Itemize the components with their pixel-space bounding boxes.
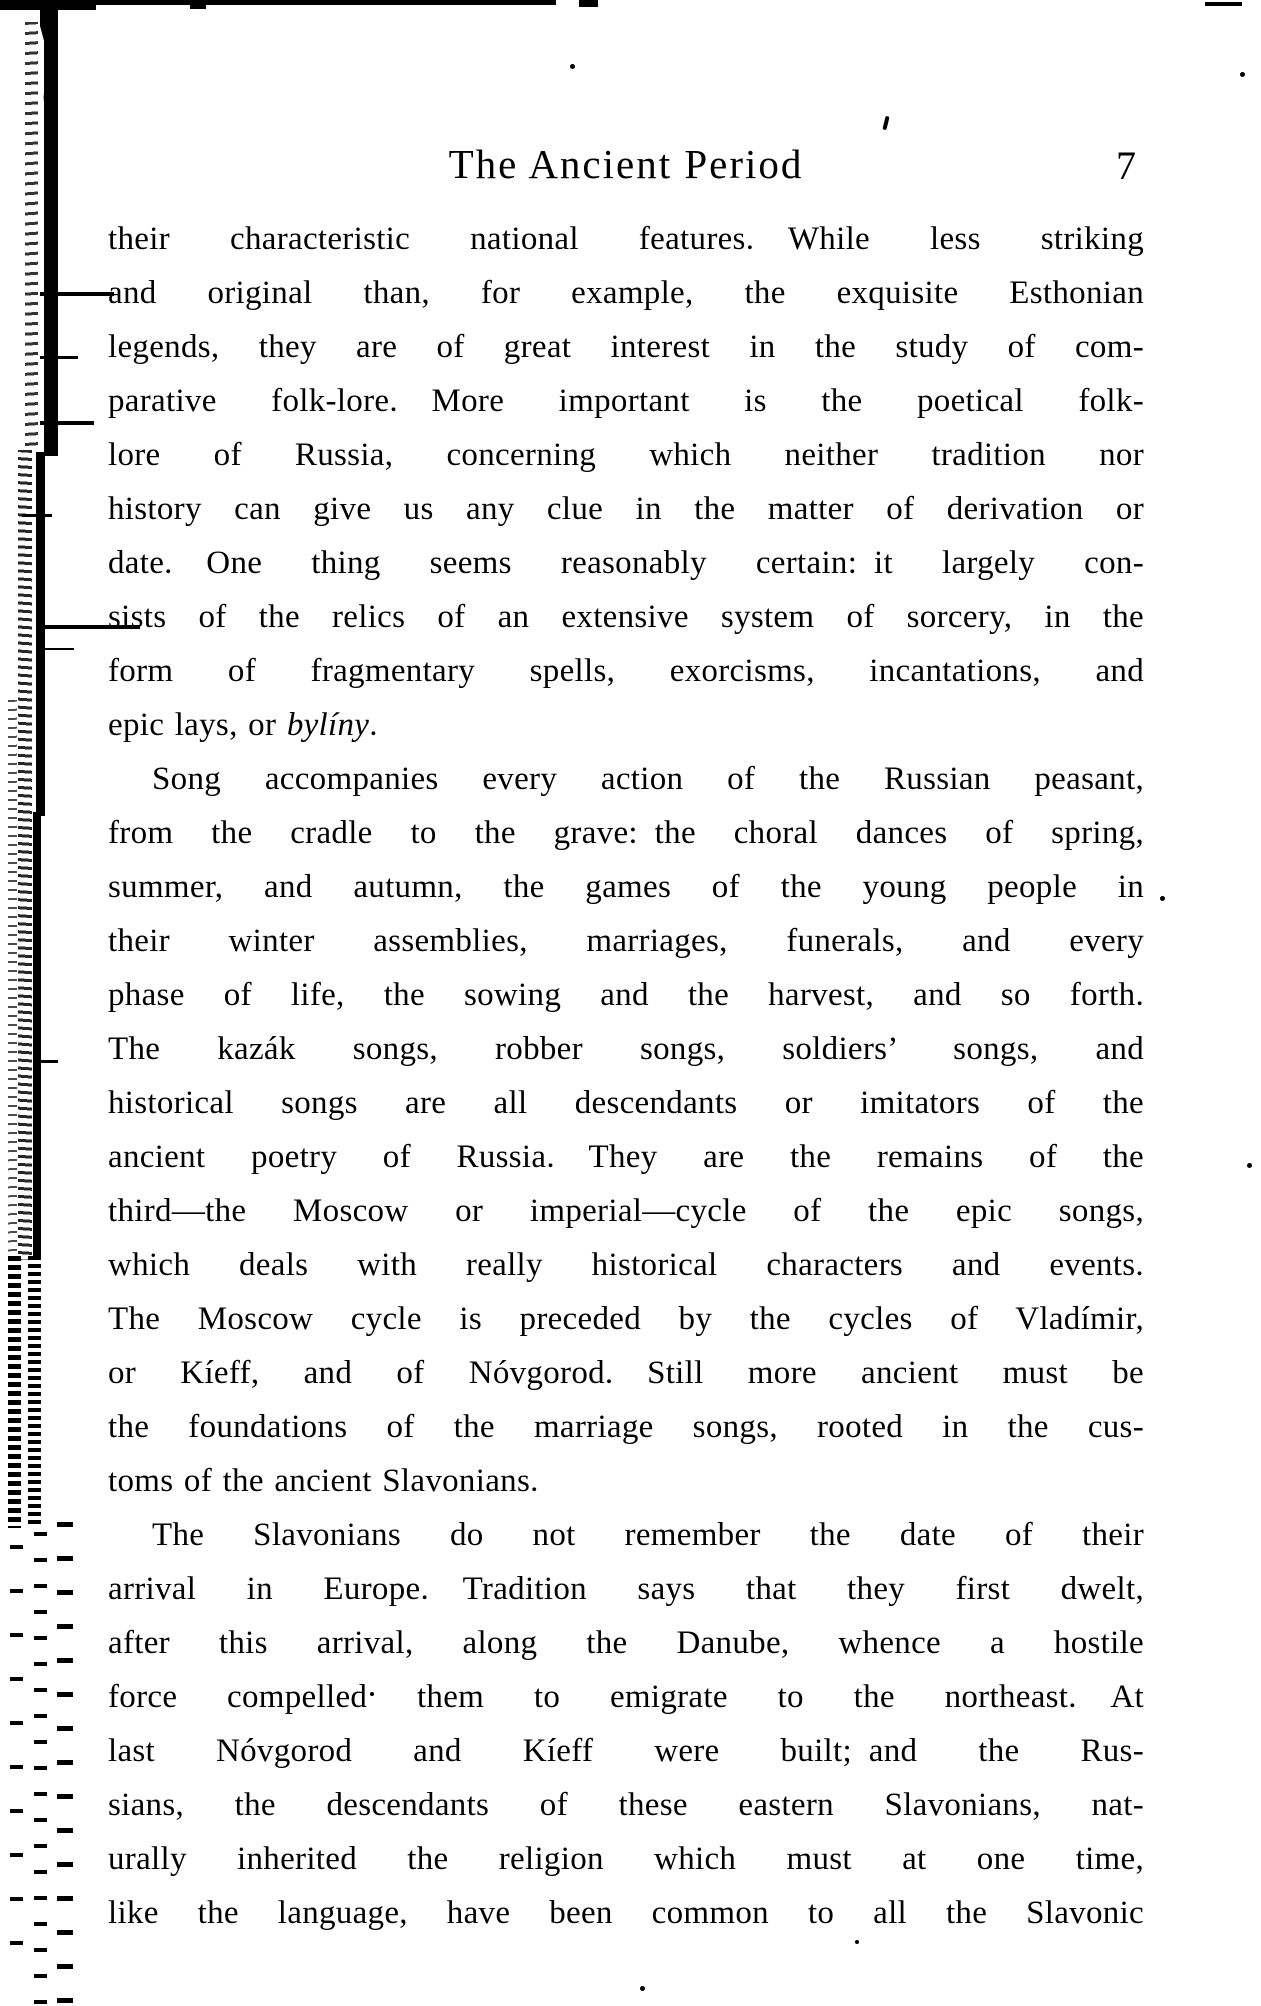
text-line: after this arrival, along the Danube, whence a hostile [108, 1625, 1144, 1661]
text-line: legends, they are of great interest in the study of com- [108, 329, 1144, 365]
text-line: form of fragmentary spells, exorcisms, incantations, and [108, 653, 1144, 689]
binding-speckle-column [8, 1256, 21, 1528]
scan-speck [1247, 1163, 1252, 1168]
paragraph [108, 752, 1144, 1508]
text-line: date. One thing seems reasonably certain: it largely con- [108, 545, 1144, 581]
scan-speck [855, 1940, 859, 1944]
text-line: or Kíeff, and of Nóvgorod. Still more ancient must be [108, 1355, 1144, 1391]
text-line: ancient poetry of Russia. They are the remains of the [108, 1139, 1144, 1175]
text-line: The Moscow cycle is preceded by the cycles of Vladímir, [108, 1301, 1144, 1337]
text-line: force compelled them to emigrate to the northeast. At [108, 1679, 1144, 1715]
binding-speckle-column [57, 1522, 73, 2006]
scan-edge-tick [1205, 2, 1242, 6]
binding-shadow [33, 812, 41, 1256]
text-line: sians, the descendants of these eastern Slavonians, nat- [108, 1787, 1144, 1823]
binding-fringe [25, 22, 38, 446]
scan-speck [570, 64, 575, 69]
scan-speck [1160, 896, 1165, 901]
scan-edge-tick [579, 0, 598, 7]
text-line: third—the Moscow or imperial—cycle of the epic songs, [108, 1193, 1144, 1229]
binding-shadow [36, 452, 45, 816]
scan-speck [882, 116, 889, 131]
text-line: lore of Russia, concerning which neither tradition nor [108, 437, 1144, 473]
scan-tick-mark [36, 1060, 58, 1063]
text-line: like the language, have been common to all the Slavonic [108, 1895, 1144, 1931]
text-line: parative folk-lore. More important is the poetical folk- [108, 383, 1144, 419]
text-line: urally inherited the religion which must at one time, [108, 1841, 1144, 1877]
text-line: epic lays, or bylíny. [108, 707, 378, 743]
text-line: The kazák songs, robber songs, soldiers’ songs, and [108, 1031, 1144, 1067]
scan-tick-mark [40, 421, 94, 425]
text-line: from the cradle to the grave: the choral dances of spring, [108, 815, 1144, 851]
binding-shadow [44, 8, 58, 456]
text-line: Song accompanies every action of the Russian peasant, [152, 761, 1144, 797]
text-line: history can give us any clue in the matter of derivation or [108, 491, 1144, 527]
text-line: sists of the relics of an extensive system of sorcery, in the [108, 599, 1144, 635]
scan-tick-mark [40, 292, 114, 296]
page-body [108, 212, 1144, 1940]
text-line: arrival in Europe. Tradition says that they first dwelt, [108, 1571, 1144, 1607]
text-line: the foundations of the marriage songs, rooted in the cus- [108, 1409, 1144, 1445]
binding-speckle-column [34, 1532, 47, 2006]
page-title: The Ancient Period [448, 141, 804, 187]
text-line: summer, and autumn, the games of the young people in [108, 869, 1144, 905]
text-line: historical songs are all descendants or imitators of the [108, 1085, 1144, 1121]
text-line: phase of life, the sowing and the harvest, and so forth. [108, 977, 1144, 1013]
scan-tick-mark [40, 356, 78, 359]
binding-speckle-column [28, 1256, 41, 1528]
page-header [108, 140, 1144, 202]
text-line: toms of the ancient Slavonians. [108, 1463, 539, 1499]
text-line: The Slavonians do not remember the date of their [152, 1517, 1144, 1553]
scan-speck [640, 1986, 645, 1991]
text-line: and original than, for example, the exquisite Esthonian [108, 275, 1144, 311]
binding-speckle-column [10, 1545, 23, 1945]
text-line: their characteristic national features. While less striking [108, 221, 1144, 257]
scan-tick-mark [22, 514, 52, 517]
scan-edge-tick [190, 0, 206, 9]
text-line: last Nóvgorod and Kíeff were built; and the Rus- [108, 1733, 1144, 1769]
paragraph [108, 1508, 1144, 1940]
binding-fringe [8, 700, 17, 1260]
paragraph [108, 212, 1144, 752]
binding-fringe [18, 450, 32, 1260]
scan-speck [1240, 72, 1245, 77]
text-line: their winter assemblies, marriages, funerals, and every [108, 923, 1144, 959]
scan-tick-mark [40, 648, 74, 650]
text-line: which deals with really historical characters and events. [108, 1247, 1144, 1283]
page-number: 7 [1116, 143, 1136, 188]
